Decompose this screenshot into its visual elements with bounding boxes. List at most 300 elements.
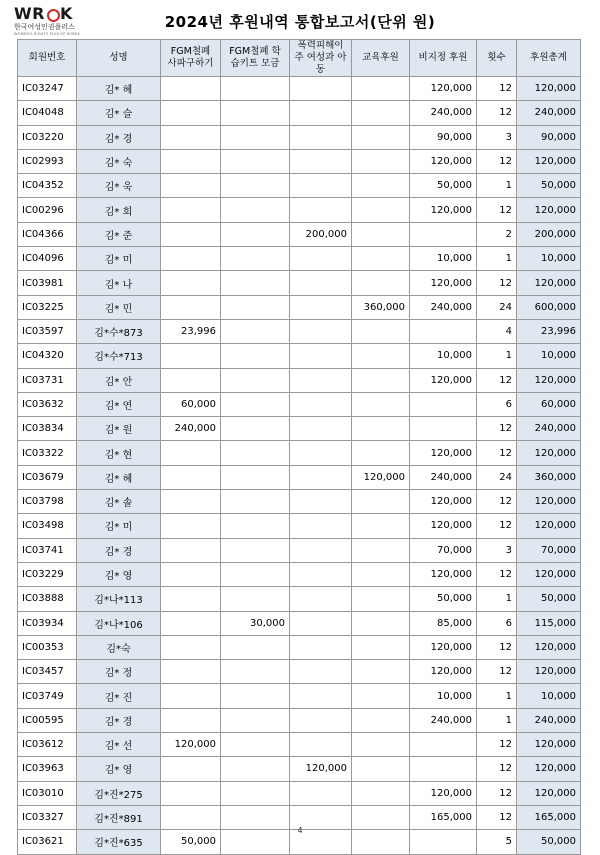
fgm-rescue-cell [161, 441, 221, 465]
name-cell: 김*수*873 [77, 319, 161, 343]
undesignated-cell: 120,000 [410, 77, 477, 101]
fgm-kit-cell [221, 271, 290, 295]
education-cell [352, 198, 410, 222]
undesignated-cell: 120,000 [410, 514, 477, 538]
member-id-cell: IC03220 [18, 125, 77, 149]
fgm-kit-cell [221, 562, 290, 586]
undesignated-cell: 120,000 [410, 635, 477, 659]
name-cell: 김* 안 [77, 368, 161, 392]
table-row [18, 77, 581, 101]
table-row [18, 368, 581, 392]
name-cell: 김* 희 [77, 198, 161, 222]
fgm-kit-cell: 30,000 [221, 611, 290, 635]
education-cell [352, 514, 410, 538]
fgm-rescue-cell [161, 587, 221, 611]
total-cell: 165,000 [517, 805, 581, 829]
name-cell: 김* 슬 [77, 101, 161, 125]
member-id-cell: IC04366 [18, 222, 77, 246]
member-id-cell: IC03597 [18, 319, 77, 343]
count-cell: 12 [477, 660, 517, 684]
member-id-cell: IC00353 [18, 635, 77, 659]
total-cell: 120,000 [517, 781, 581, 805]
fgm-kit-cell [221, 635, 290, 659]
total-cell: 240,000 [517, 417, 581, 441]
count-cell: 5 [477, 830, 517, 854]
undesignated-cell: 120,000 [410, 562, 477, 586]
member-id-cell: IC03798 [18, 490, 77, 514]
member-id-cell: IC03963 [18, 757, 77, 781]
total-cell: 120,000 [517, 514, 581, 538]
page-number: 4 [297, 826, 303, 835]
table-row [18, 441, 581, 465]
total-cell: 240,000 [517, 101, 581, 125]
count-cell: 1 [477, 247, 517, 271]
total-cell: 50,000 [517, 587, 581, 611]
fgm-rescue-cell [161, 101, 221, 125]
education-cell [352, 733, 410, 757]
total-cell: 120,000 [517, 149, 581, 173]
education-cell: 360,000 [352, 295, 410, 319]
table-row [18, 247, 581, 271]
name-cell: 김* 준 [77, 222, 161, 246]
donation-table [17, 39, 581, 855]
count-cell: 6 [477, 611, 517, 635]
fgm-kit-cell [221, 733, 290, 757]
total-cell: 50,000 [517, 174, 581, 198]
undesignated-cell: 240,000 [410, 708, 477, 732]
table-row [18, 514, 581, 538]
undesignated-cell: 120,000 [410, 149, 477, 173]
table-row [18, 417, 581, 441]
undesignated-cell: 165,000 [410, 805, 477, 829]
count-cell: 1 [477, 587, 517, 611]
education-cell [352, 149, 410, 173]
count-cell: 1 [477, 708, 517, 732]
education-cell [352, 271, 410, 295]
migrant-women-cell [290, 490, 352, 514]
count-cell: 4 [477, 319, 517, 343]
name-cell: 김* 선 [77, 733, 161, 757]
education-cell [352, 247, 410, 271]
count-cell: 24 [477, 295, 517, 319]
fgm-kit-cell [221, 392, 290, 416]
count-cell: 12 [477, 368, 517, 392]
total-cell: 120,000 [517, 635, 581, 659]
undesignated-cell: 50,000 [410, 587, 477, 611]
undesignated-cell: 240,000 [410, 295, 477, 319]
migrant-women-cell: 120,000 [290, 757, 352, 781]
migrant-women-cell [290, 635, 352, 659]
count-cell: 12 [477, 77, 517, 101]
migrant-women-cell [290, 247, 352, 271]
education-cell [352, 441, 410, 465]
member-id-cell: IC03322 [18, 441, 77, 465]
logo-english-name: WOMEN'S RIGHTS PLUS OF KOREA [14, 32, 80, 36]
member-id-cell: IC03327 [18, 805, 77, 829]
migrant-women-cell [290, 660, 352, 684]
undesignated-cell: 120,000 [410, 271, 477, 295]
count-cell: 1 [477, 344, 517, 368]
member-id-cell: IC03247 [18, 77, 77, 101]
education-cell [352, 222, 410, 246]
total-cell: 120,000 [517, 733, 581, 757]
member-id-cell: IC03888 [18, 587, 77, 611]
member-id-cell: IC03498 [18, 514, 77, 538]
name-cell: 김* 진 [77, 684, 161, 708]
education-cell [352, 684, 410, 708]
member-id-cell: IC00296 [18, 198, 77, 222]
total-cell: 10,000 [517, 344, 581, 368]
education-cell [352, 125, 410, 149]
total-cell: 360,000 [517, 465, 581, 489]
undesignated-cell [410, 319, 477, 343]
undesignated-cell: 240,000 [410, 465, 477, 489]
fgm-kit-cell [221, 101, 290, 125]
migrant-women-cell [290, 611, 352, 635]
undesignated-cell: 120,000 [410, 441, 477, 465]
fgm-rescue-cell: 23,996 [161, 319, 221, 343]
fgm-kit-cell [221, 538, 290, 562]
count-cell: 12 [477, 101, 517, 125]
fgm-rescue-cell [161, 174, 221, 198]
total-cell: 120,000 [517, 198, 581, 222]
name-cell: 김* 경 [77, 708, 161, 732]
fgm-rescue-cell [161, 222, 221, 246]
migrant-women-cell [290, 149, 352, 173]
education-cell [352, 538, 410, 562]
table-row [18, 757, 581, 781]
fgm-kit-cell [221, 149, 290, 173]
migrant-women-cell [290, 271, 352, 295]
fgm-kit-cell [221, 684, 290, 708]
education-cell [352, 344, 410, 368]
fgm-kit-cell [221, 465, 290, 489]
name-cell: 김*나*106 [77, 611, 161, 635]
migrant-women-cell [290, 125, 352, 149]
fgm-rescue-cell [161, 149, 221, 173]
undesignated-cell: 120,000 [410, 198, 477, 222]
undesignated-cell: 85,000 [410, 611, 477, 635]
member-id-cell: IC00595 [18, 708, 77, 732]
member-id-cell: IC03981 [18, 271, 77, 295]
count-cell: 12 [477, 490, 517, 514]
fgm-kit-cell [221, 490, 290, 514]
name-cell: 김* 경 [77, 125, 161, 149]
table-row [18, 490, 581, 514]
education-cell: 120,000 [352, 465, 410, 489]
name-cell: 김*수*713 [77, 344, 161, 368]
name-cell: 김* 민 [77, 295, 161, 319]
total-cell: 23,996 [517, 319, 581, 343]
name-cell: 김* 나 [77, 271, 161, 295]
count-cell: 12 [477, 441, 517, 465]
total-cell: 115,000 [517, 611, 581, 635]
migrant-women-cell [290, 684, 352, 708]
fgm-rescue-cell: 120,000 [161, 733, 221, 757]
column-header-member-id: 회원번호 [18, 40, 77, 77]
education-cell [352, 319, 410, 343]
fgm-rescue-cell [161, 271, 221, 295]
migrant-women-cell [290, 392, 352, 416]
fgm-kit-cell [221, 77, 290, 101]
fgm-kit-cell [221, 222, 290, 246]
member-id-cell: IC04352 [18, 174, 77, 198]
name-cell: 김* 혜 [77, 465, 161, 489]
migrant-women-cell [290, 344, 352, 368]
fgm-kit-cell [221, 344, 290, 368]
fgm-kit-cell [221, 660, 290, 684]
education-cell [352, 490, 410, 514]
member-id-cell: IC03229 [18, 562, 77, 586]
education-cell [352, 77, 410, 101]
table-row [18, 319, 581, 343]
undesignated-cell: 120,000 [410, 660, 477, 684]
fgm-kit-cell [221, 708, 290, 732]
total-cell: 120,000 [517, 660, 581, 684]
count-cell: 12 [477, 733, 517, 757]
education-cell [352, 174, 410, 198]
undesignated-cell: 120,000 [410, 368, 477, 392]
count-cell: 3 [477, 538, 517, 562]
count-cell: 1 [477, 684, 517, 708]
fgm-kit-cell [221, 417, 290, 441]
name-cell: 김*숙 [77, 635, 161, 659]
count-cell: 24 [477, 465, 517, 489]
migrant-women-cell [290, 562, 352, 586]
name-cell: 김*나*113 [77, 587, 161, 611]
count-cell: 12 [477, 562, 517, 586]
table-header-row [18, 40, 581, 77]
fgm-rescue-cell [161, 660, 221, 684]
total-cell: 600,000 [517, 295, 581, 319]
total-cell: 120,000 [517, 441, 581, 465]
undesignated-cell [410, 417, 477, 441]
migrant-women-cell [290, 733, 352, 757]
fgm-kit-cell [221, 174, 290, 198]
count-cell: 12 [477, 805, 517, 829]
logo-subtitle: 한국여성인권플러스 [14, 23, 75, 31]
count-cell: 12 [477, 271, 517, 295]
count-cell: 1 [477, 174, 517, 198]
name-cell: 김* 현 [77, 441, 161, 465]
member-id-cell: IC04048 [18, 101, 77, 125]
table-row [18, 611, 581, 635]
education-cell [352, 368, 410, 392]
name-cell: 김* 정 [77, 660, 161, 684]
table-row [18, 465, 581, 489]
column-header-total: 후원총계 [517, 40, 581, 77]
member-id-cell: IC03621 [18, 830, 77, 854]
fgm-rescue-cell [161, 635, 221, 659]
member-id-cell: IC03225 [18, 295, 77, 319]
name-cell: 김* 미 [77, 247, 161, 271]
total-cell: 120,000 [517, 368, 581, 392]
fgm-rescue-cell [161, 757, 221, 781]
undesignated-cell: 240,000 [410, 101, 477, 125]
undesignated-cell [410, 392, 477, 416]
table-row [18, 198, 581, 222]
fgm-kit-cell [221, 319, 290, 343]
total-cell: 70,000 [517, 538, 581, 562]
fgm-rescue-cell [161, 708, 221, 732]
count-cell: 12 [477, 149, 517, 173]
count-cell: 6 [477, 392, 517, 416]
fgm-rescue-cell [161, 781, 221, 805]
fgm-kit-cell [221, 514, 290, 538]
fgm-rescue-cell [161, 344, 221, 368]
member-id-cell: IC03934 [18, 611, 77, 635]
undesignated-cell: 70,000 [410, 538, 477, 562]
column-header-undesignated: 비지정 후원 [410, 40, 477, 77]
logo-wordmark: WR K [14, 4, 73, 23]
education-cell [352, 101, 410, 125]
migrant-women-cell [290, 174, 352, 198]
fgm-kit-cell [221, 368, 290, 392]
migrant-women-cell [290, 781, 352, 805]
education-cell [352, 635, 410, 659]
member-id-cell: IC03741 [18, 538, 77, 562]
name-cell: 김* 원 [77, 417, 161, 441]
fgm-rescue-cell [161, 295, 221, 319]
table-row [18, 733, 581, 757]
column-header-education: 교육후원 [352, 40, 410, 77]
member-id-cell: IC03731 [18, 368, 77, 392]
fgm-kit-cell [221, 441, 290, 465]
name-cell: 김* 숙 [77, 149, 161, 173]
total-cell: 120,000 [517, 757, 581, 781]
column-header-count: 횟수 [477, 40, 517, 77]
count-cell: 12 [477, 198, 517, 222]
migrant-women-cell [290, 319, 352, 343]
member-id-cell: IC03749 [18, 684, 77, 708]
count-cell: 12 [477, 781, 517, 805]
undesignated-cell: 90,000 [410, 125, 477, 149]
fgm-rescue-cell: 60,000 [161, 392, 221, 416]
member-id-cell: IC03632 [18, 392, 77, 416]
migrant-women-cell [290, 538, 352, 562]
member-id-cell: IC04096 [18, 247, 77, 271]
fgm-rescue-cell [161, 514, 221, 538]
count-cell: 2 [477, 222, 517, 246]
column-header-fgm-kit: FGM철폐 학습키트 모금 [221, 40, 290, 77]
total-cell: 120,000 [517, 77, 581, 101]
fgm-kit-cell [221, 781, 290, 805]
undesignated-cell: 10,000 [410, 344, 477, 368]
migrant-women-cell [290, 295, 352, 319]
fgm-rescue-cell [161, 465, 221, 489]
fgm-rescue-cell [161, 247, 221, 271]
undesignated-cell [410, 757, 477, 781]
undesignated-cell: 10,000 [410, 684, 477, 708]
table-row [18, 587, 581, 611]
table-row [18, 708, 581, 732]
education-cell [352, 757, 410, 781]
name-cell: 김* 영 [77, 757, 161, 781]
table-row [18, 562, 581, 586]
total-cell: 50,000 [517, 830, 581, 854]
table-row [18, 660, 581, 684]
undesignated-cell: 50,000 [410, 174, 477, 198]
undesignated-cell: 10,000 [410, 247, 477, 271]
total-cell: 240,000 [517, 708, 581, 732]
name-cell: 김* 경 [77, 538, 161, 562]
name-cell: 김*진*275 [77, 781, 161, 805]
name-cell: 김* 혜 [77, 77, 161, 101]
total-cell: 120,000 [517, 490, 581, 514]
fgm-kit-cell [221, 198, 290, 222]
count-cell: 3 [477, 125, 517, 149]
member-id-cell: IC02993 [18, 149, 77, 173]
migrant-women-cell [290, 77, 352, 101]
member-id-cell: IC03457 [18, 660, 77, 684]
column-header-migrant-women: 폭력피해이주 여성과 아동 [290, 40, 352, 77]
fgm-kit-cell [221, 125, 290, 149]
fgm-rescue-cell [161, 198, 221, 222]
name-cell: 김*진*635 [77, 830, 161, 854]
column-header-name: 성명 [77, 40, 161, 77]
education-cell [352, 660, 410, 684]
name-cell: 김*진*891 [77, 805, 161, 829]
fgm-rescue-cell [161, 538, 221, 562]
table-row [18, 125, 581, 149]
migrant-women-cell [290, 441, 352, 465]
name-cell: 김* 욱 [77, 174, 161, 198]
table-row [18, 101, 581, 125]
member-id-cell: IC03612 [18, 733, 77, 757]
count-cell: 12 [477, 635, 517, 659]
migrant-women-cell [290, 198, 352, 222]
total-cell: 10,000 [517, 684, 581, 708]
total-cell: 10,000 [517, 247, 581, 271]
table-row [18, 781, 581, 805]
undesignated-cell [410, 222, 477, 246]
table-row [18, 684, 581, 708]
migrant-women-cell [290, 368, 352, 392]
fgm-kit-cell [221, 247, 290, 271]
education-cell [352, 781, 410, 805]
education-cell [352, 611, 410, 635]
count-cell: 12 [477, 514, 517, 538]
migrant-women-cell [290, 514, 352, 538]
member-id-cell: IC03834 [18, 417, 77, 441]
table-row [18, 149, 581, 173]
table-row [18, 392, 581, 416]
total-cell: 120,000 [517, 562, 581, 586]
fgm-rescue-cell [161, 562, 221, 586]
table-row [18, 271, 581, 295]
undesignated-cell: 120,000 [410, 781, 477, 805]
fgm-rescue-cell [161, 368, 221, 392]
table-row [18, 538, 581, 562]
count-cell: 12 [477, 417, 517, 441]
count-cell: 12 [477, 757, 517, 781]
education-cell [352, 392, 410, 416]
member-id-cell: IC03679 [18, 465, 77, 489]
migrant-women-cell [290, 587, 352, 611]
table-body [18, 77, 581, 855]
table-row [18, 222, 581, 246]
migrant-women-cell: 200,000 [290, 222, 352, 246]
table-row [18, 344, 581, 368]
total-cell: 60,000 [517, 392, 581, 416]
column-header-fgm-rescue: FGM철폐 사파구하기 [161, 40, 221, 77]
table-row [18, 295, 581, 319]
total-cell: 90,000 [517, 125, 581, 149]
fgm-kit-cell [221, 587, 290, 611]
fgm-rescue-cell [161, 490, 221, 514]
fgm-rescue-cell: 50,000 [161, 830, 221, 854]
member-id-cell: IC03010 [18, 781, 77, 805]
